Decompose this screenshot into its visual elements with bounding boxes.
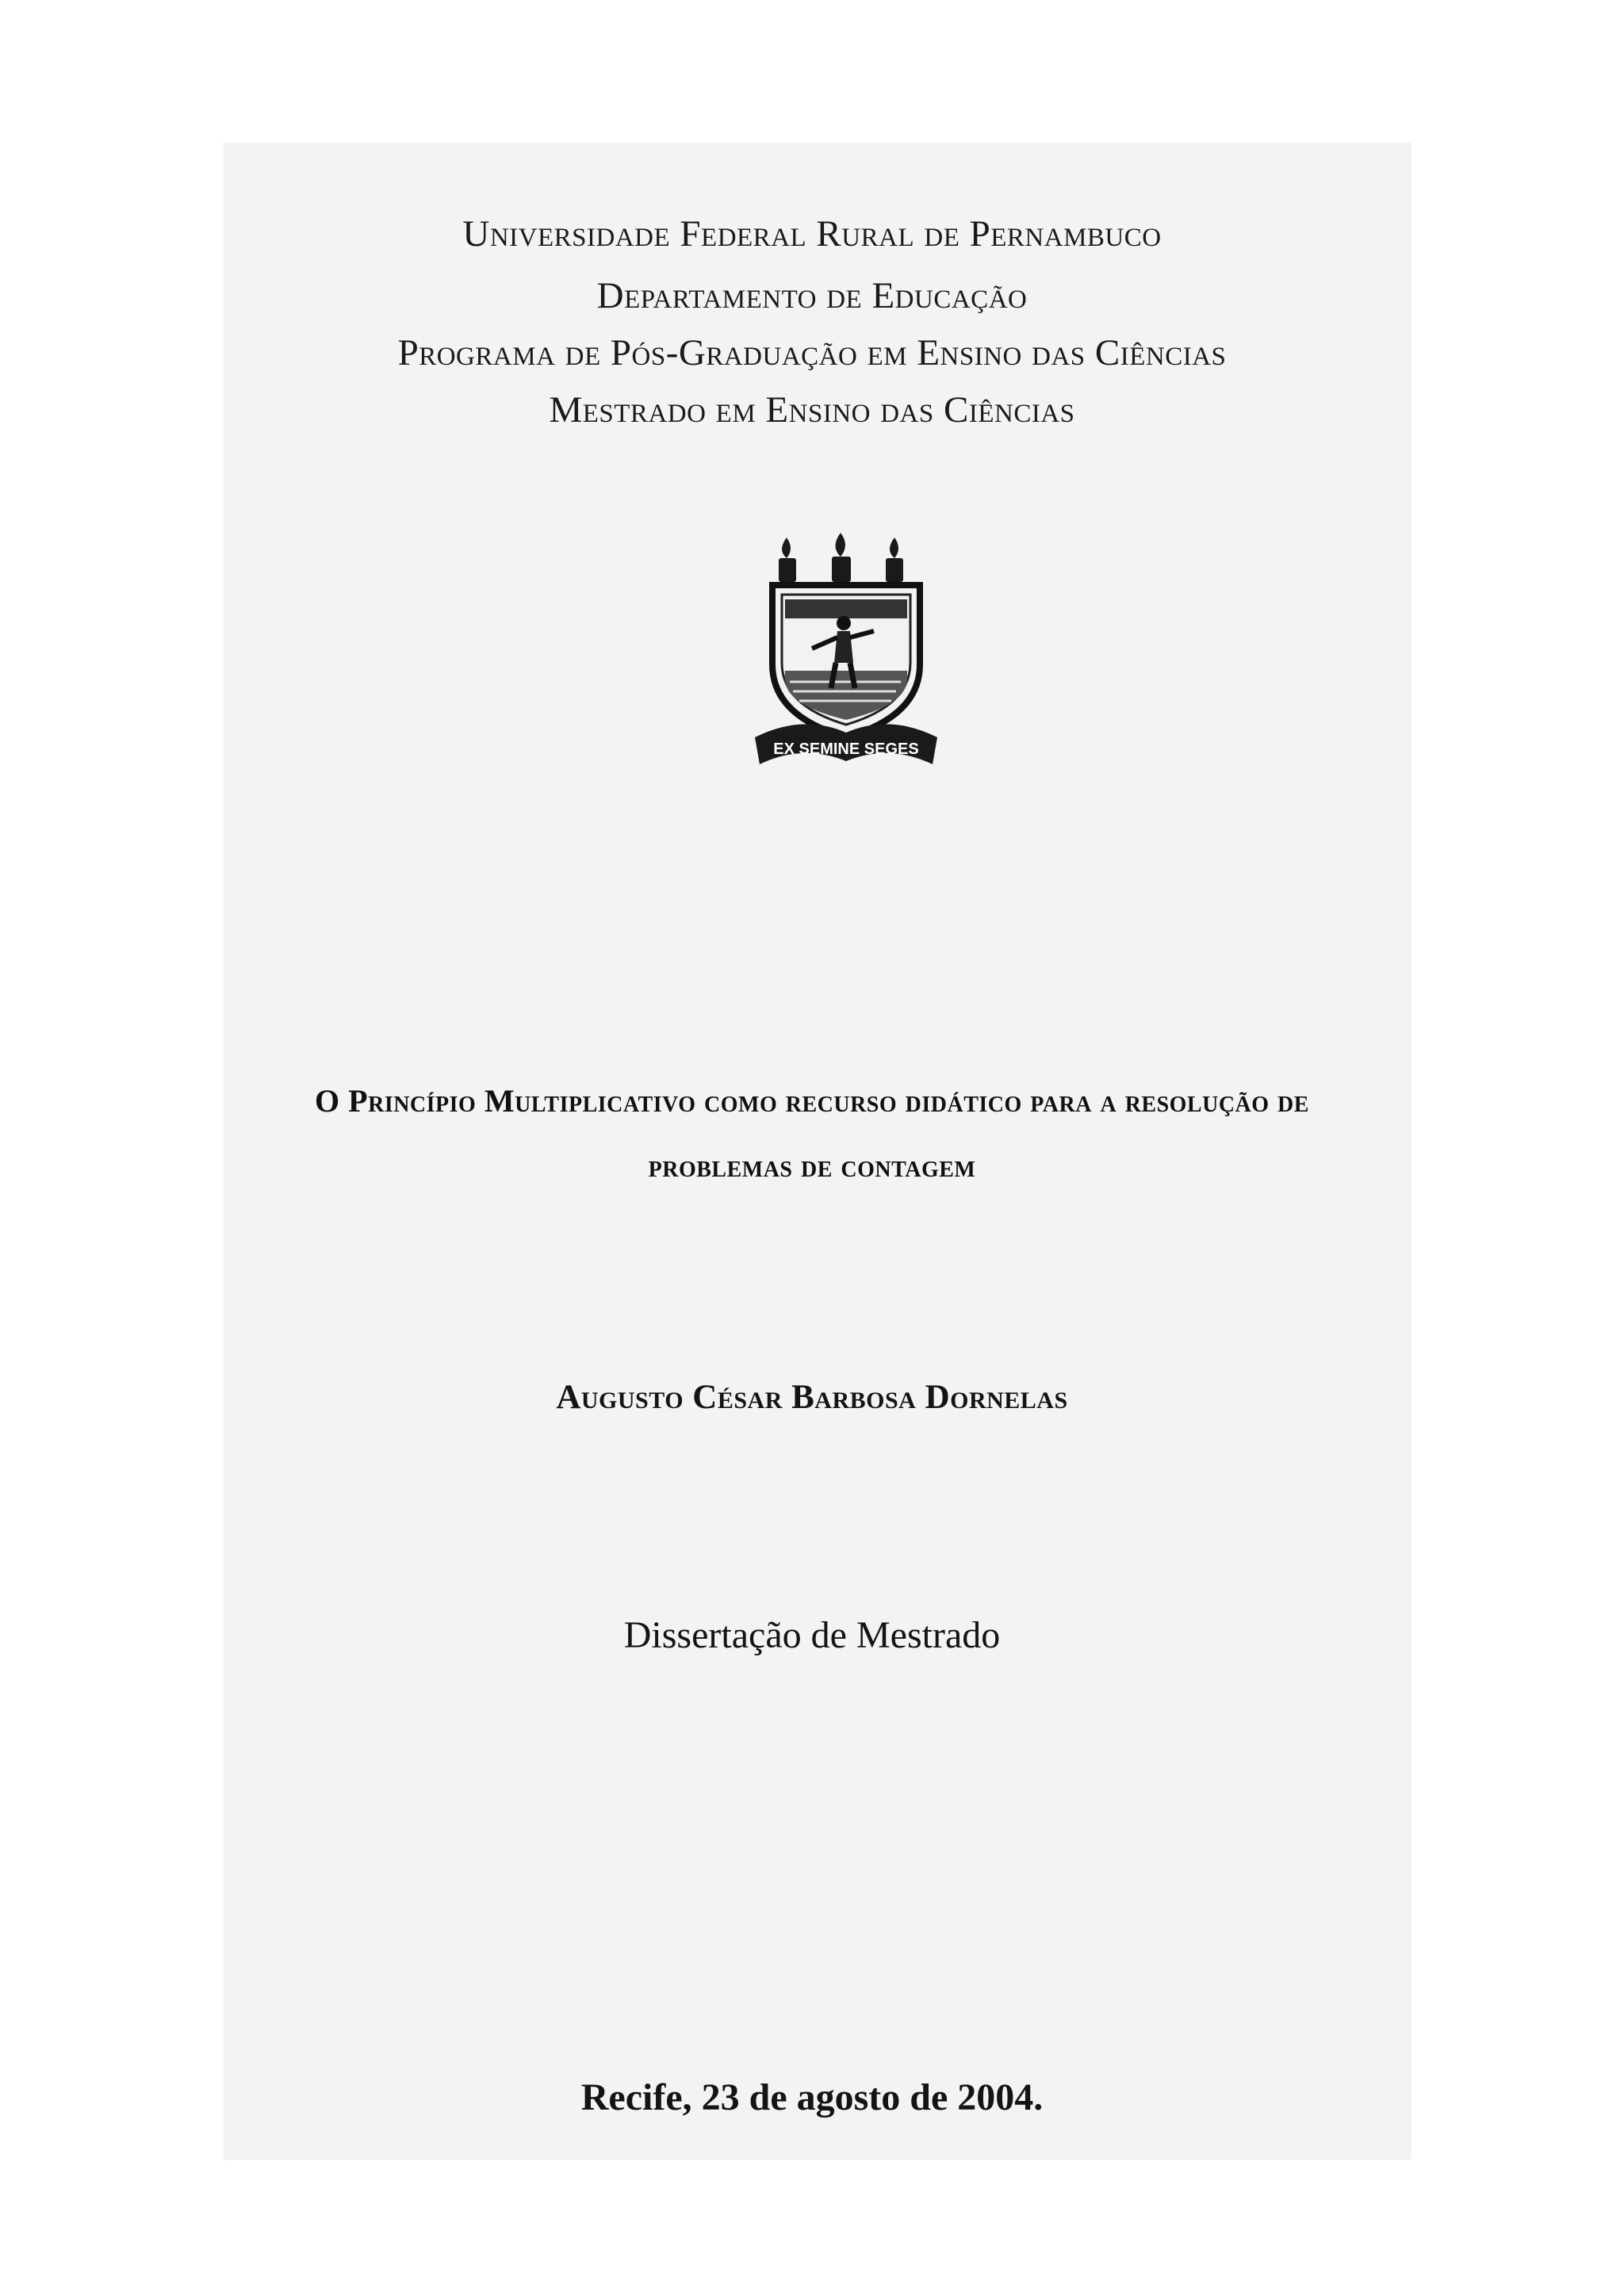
university-name: Universidade Federal Rural de Pernambuco bbox=[462, 213, 1162, 254]
thesis-title-line-1: O Princípio Multiplicativo como recurso didático para a resolução de bbox=[315, 1083, 1309, 1119]
author-name: Augusto César Barbosa Dornelas bbox=[556, 1379, 1068, 1416]
university-seal-icon bbox=[755, 530, 937, 775]
thesis-title-line-2: problemas de contagem bbox=[648, 1148, 976, 1184]
document-type: Dissertação de Mestrado bbox=[623, 1614, 1001, 1656]
course-name: Mestrado em Ensino das Ciências bbox=[549, 389, 1075, 430]
department-name: Departamento de Educação bbox=[596, 275, 1028, 316]
place-and-date: Recife, 23 de agosto de 2004. bbox=[580, 2076, 1044, 2118]
program-name: Programa de Pós-Graduação em Ensino das Ciências bbox=[397, 332, 1227, 373]
seal-motto: EX SEMINE SEGES bbox=[773, 740, 919, 758]
